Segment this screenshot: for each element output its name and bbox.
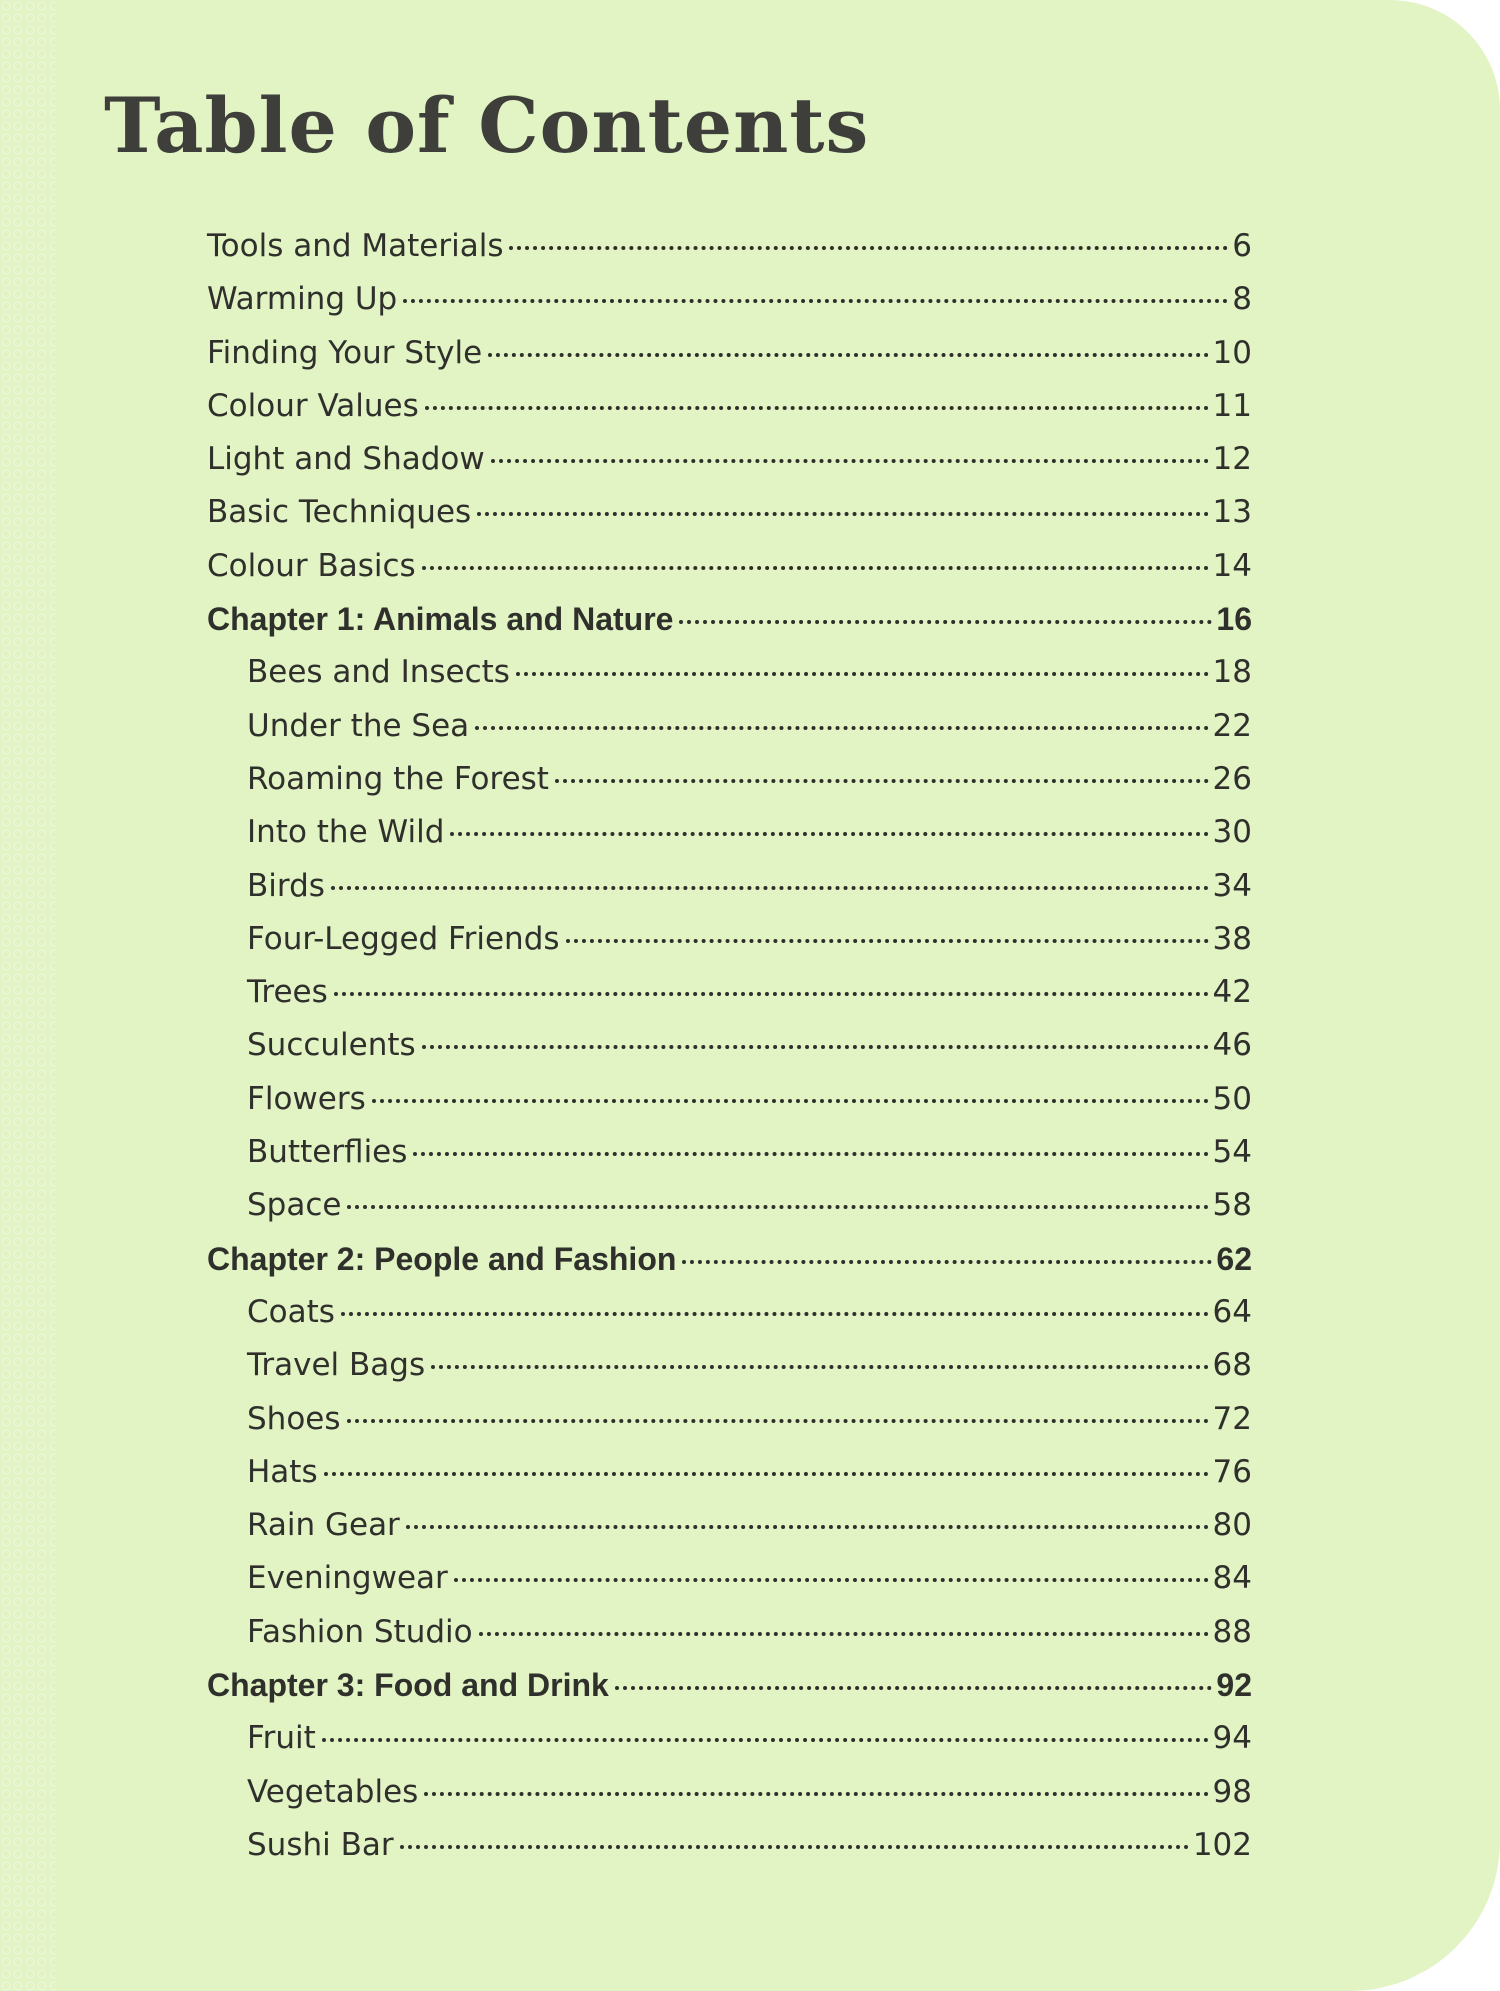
toc-entry-page: 30 bbox=[1212, 814, 1252, 851]
dot-leader bbox=[682, 1260, 1212, 1264]
dot-leader bbox=[566, 939, 1209, 943]
toc-entry-label: Sushi Bar bbox=[247, 1826, 394, 1863]
toc-entry-label: Fruit bbox=[247, 1720, 316, 1757]
toc-chapter-label: Chapter 3: Food and Drink bbox=[207, 1667, 609, 1704]
toc-entry-label: Succulents bbox=[247, 1027, 416, 1064]
toc-entry-page: 58 bbox=[1212, 1187, 1252, 1224]
dot-leader bbox=[413, 1152, 1208, 1156]
toc-entry-fruit bbox=[207, 1720, 1252, 1773]
dot-leader bbox=[475, 726, 1208, 730]
dot-leader bbox=[324, 1472, 1209, 1476]
toc-entry-label: Butterflies bbox=[247, 1134, 408, 1171]
toc-entry-page: 72 bbox=[1212, 1400, 1252, 1437]
toc-entry-four-legged-friends bbox=[207, 921, 1252, 974]
toc-entry-bees-and-insects bbox=[207, 654, 1252, 707]
toc-entry-basic-techniques bbox=[207, 494, 1252, 547]
toc-entry-roaming-the-forest bbox=[207, 761, 1252, 814]
dot-leader bbox=[454, 1578, 1209, 1582]
toc-entry-page: 76 bbox=[1212, 1453, 1252, 1490]
toc-chapter-page: 16 bbox=[1216, 601, 1252, 638]
toc-entry-page: 50 bbox=[1212, 1080, 1252, 1117]
dot-leader bbox=[406, 1525, 1209, 1529]
toc-entry-colour-basics bbox=[207, 548, 1252, 601]
toc-entry-page: 64 bbox=[1212, 1293, 1252, 1330]
dot-leader bbox=[322, 1738, 1209, 1742]
toc-entry-label: Light and Shadow bbox=[207, 441, 485, 478]
toc-entry-label: Flowers bbox=[247, 1080, 366, 1117]
toc-entry-label: Travel Bags bbox=[247, 1347, 426, 1384]
toc-entry-shoes bbox=[207, 1401, 1252, 1454]
dot-leader bbox=[477, 512, 1208, 516]
toc-entry-label: Coats bbox=[247, 1293, 335, 1330]
toc-entry-label: Colour Values bbox=[207, 387, 419, 424]
toc-entry-label: Under the Sea bbox=[247, 707, 470, 744]
dot-leader bbox=[341, 1312, 1209, 1316]
toc-entry-birds bbox=[207, 868, 1252, 921]
toc-chapter-page: 92 bbox=[1216, 1667, 1252, 1704]
toc-entry-page: 88 bbox=[1212, 1613, 1252, 1650]
toc-entry-page: 13 bbox=[1212, 494, 1252, 531]
toc-entry-page: 12 bbox=[1212, 441, 1252, 478]
dot-leader bbox=[479, 1632, 1209, 1636]
page-title: Table of Contents bbox=[104, 81, 870, 170]
toc-entry-coats bbox=[207, 1294, 1252, 1347]
toc-entry-label: Shoes bbox=[247, 1400, 341, 1437]
dot-leader bbox=[555, 779, 1209, 783]
toc-entry-label: Fashion Studio bbox=[247, 1613, 473, 1650]
dot-leader bbox=[431, 1365, 1208, 1369]
toc-entry-butterflies bbox=[207, 1134, 1252, 1187]
dot-leader bbox=[422, 566, 1209, 570]
toc-entry-page: 46 bbox=[1212, 1027, 1252, 1064]
toc-entry-page: 98 bbox=[1212, 1773, 1252, 1810]
toc-entry-hats bbox=[207, 1454, 1252, 1507]
dot-leader bbox=[372, 1099, 1209, 1103]
dot-leader bbox=[450, 832, 1208, 836]
toc-entry-space bbox=[207, 1187, 1252, 1240]
toc-entry-colour-values bbox=[207, 388, 1252, 441]
dot-leader bbox=[491, 459, 1209, 463]
toc-entry-trees bbox=[207, 974, 1252, 1027]
dot-leader bbox=[425, 406, 1209, 410]
toc-entry-label: Roaming the Forest bbox=[247, 760, 549, 797]
dot-leader bbox=[422, 1045, 1209, 1049]
toc-entry-label: Colour Basics bbox=[207, 547, 416, 584]
dot-leader bbox=[509, 246, 1228, 250]
toc-entry-page: 18 bbox=[1212, 654, 1252, 691]
toc-entry-succulents bbox=[207, 1027, 1252, 1080]
dot-leader bbox=[679, 620, 1212, 624]
toc-entry-finding-your-style bbox=[207, 335, 1252, 388]
toc-entry-rain-gear bbox=[207, 1507, 1252, 1560]
dot-leader bbox=[331, 886, 1209, 890]
toc-chapter-page: 62 bbox=[1216, 1240, 1252, 1277]
toc-entry-eveningwear bbox=[207, 1560, 1252, 1613]
toc-entry-page: 14 bbox=[1212, 547, 1252, 584]
toc-chapter-label: Chapter 2: People and Fashion bbox=[207, 1240, 677, 1277]
toc-entry-warming-up bbox=[207, 281, 1252, 334]
toc-entry-light-and-shadow bbox=[207, 441, 1252, 494]
toc-entry-label: Finding Your Style bbox=[207, 334, 483, 371]
toc-entry-label: Hats bbox=[247, 1453, 318, 1490]
toc-entry-page: 11 bbox=[1212, 387, 1252, 424]
toc-entry-page: 10 bbox=[1212, 334, 1252, 371]
toc-chapter-2 bbox=[207, 1241, 1252, 1294]
toc-entry-page: 34 bbox=[1212, 867, 1252, 904]
dot-leader bbox=[347, 1205, 1208, 1209]
toc-chapter-1 bbox=[207, 601, 1252, 654]
toc-entry-label: Bees and Insects bbox=[247, 654, 510, 691]
toc-entry-flowers bbox=[207, 1081, 1252, 1134]
dot-leader bbox=[424, 1792, 1208, 1796]
toc-chapter-3 bbox=[207, 1667, 1252, 1720]
toc-entry-label: Trees bbox=[247, 974, 328, 1011]
toc-entry-label: Space bbox=[247, 1187, 342, 1224]
toc-entry-page: 68 bbox=[1212, 1347, 1252, 1384]
toc-entry-page: 84 bbox=[1212, 1560, 1252, 1597]
toc-entry-page: 8 bbox=[1232, 281, 1252, 318]
toc-entry-label: Warming Up bbox=[207, 281, 398, 318]
toc-entry-page: 26 bbox=[1212, 760, 1252, 797]
toc-entry-label: Birds bbox=[247, 867, 325, 904]
toc-entry-label: Rain Gear bbox=[247, 1507, 400, 1544]
toc-entry-sushi-bar bbox=[207, 1827, 1252, 1880]
toc-entry-page: 102 bbox=[1192, 1826, 1252, 1863]
toc-entry-label: Four-Legged Friends bbox=[247, 920, 560, 957]
toc-entry-label: Basic Techniques bbox=[207, 494, 472, 531]
dot-leader bbox=[400, 1845, 1189, 1849]
dot-leader bbox=[516, 672, 1209, 676]
toc-entry-page: 42 bbox=[1212, 974, 1252, 1011]
toc-entry-page: 94 bbox=[1212, 1720, 1252, 1757]
toc-entry-page: 6 bbox=[1232, 228, 1252, 264]
toc-entry-label: Vegetables bbox=[247, 1773, 419, 1810]
toc-entry-page: 54 bbox=[1212, 1134, 1252, 1171]
dot-leader bbox=[334, 992, 1209, 996]
margin-pattern bbox=[0, 0, 56, 1991]
dot-leader bbox=[615, 1686, 1213, 1690]
toc-entry-vegetables bbox=[207, 1774, 1252, 1827]
toc-entry-tools-and-materials bbox=[207, 228, 1252, 281]
toc-entry-label: Into the Wild bbox=[247, 814, 445, 851]
toc-entry-into-the-wild bbox=[207, 814, 1252, 867]
dot-leader bbox=[488, 353, 1208, 357]
toc-entry-fashion-studio bbox=[207, 1614, 1252, 1667]
dot-leader bbox=[403, 299, 1228, 303]
toc-entry-page: 22 bbox=[1212, 707, 1252, 744]
toc-entry-page: 38 bbox=[1212, 920, 1252, 957]
dot-leader bbox=[347, 1419, 1209, 1423]
toc-entry-under-the-sea bbox=[207, 708, 1252, 761]
toc-chapter-label: Chapter 1: Animals and Nature bbox=[207, 601, 674, 638]
toc-entry-label: Eveningwear bbox=[247, 1560, 448, 1597]
toc-entry-label: Tools and Materials bbox=[207, 228, 504, 264]
toc-entry-page: 80 bbox=[1212, 1507, 1252, 1544]
toc-entry-travel-bags bbox=[207, 1347, 1252, 1400]
toc-list bbox=[207, 228, 1252, 1880]
